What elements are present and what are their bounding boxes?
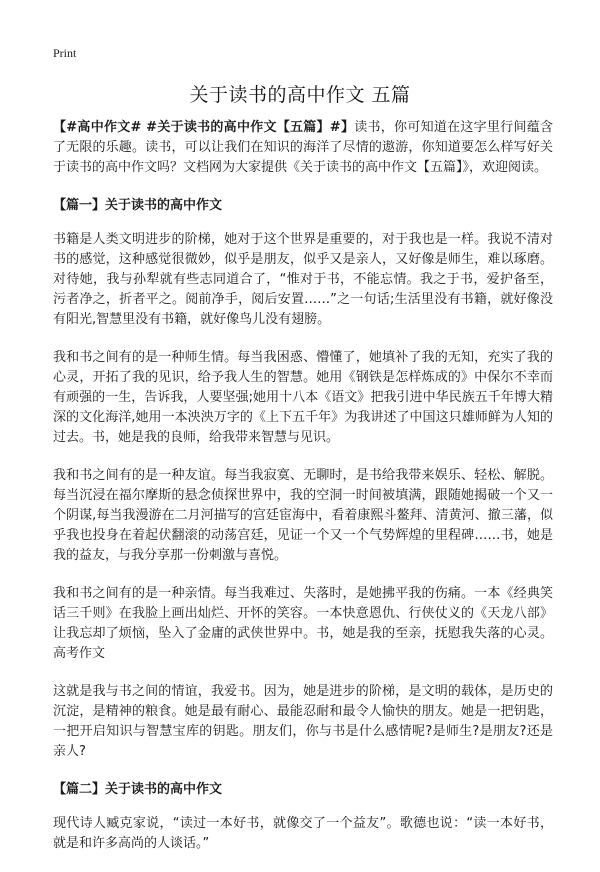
section-1-paragraph-2: 我和书之间有的是一种师生情。每当我困惑、懵懂了，她填补了我的无知，充实了我的心灵，开拓了我的见识，给予我人生的智慧。她用《钢铁是怎样炼成的》中保尔不幸而有顽强的一生，告诉我，人要坚强;她用十八本《语文》把我引进中华民族五千年博大精深的文化海洋,她用一本泱泱万字的《上下五千年》为我讲述了中国这只雄师鲜为人知的过去。书，她是我的良师，给我带来智慧与见识。 — [53, 350, 553, 445]
section-2-paragraph-1: 现代诗人臧克家说，“读过一本好书，就像交了一个益友”。歌德也说：“读一本好书，就是和许多高尚的人谈话。” — [53, 816, 553, 851]
article-body — [53, 118, 553, 872]
print-label[interactable]: Print — [53, 46, 77, 60]
section-1-paragraph-4: 我和书之间有的是一种亲情。每当我难过、失落时，是她拂平我的伤痛。一本《经典笑话三千则》在我脸上画出灿烂、开怀的笑容。一本快意恩仇、行侠仗义的《天龙八部》让我忘却了烦恼，坠入了金庸的武侠世界中。书，她是我的至亲，抚慰我失落的心灵。高考作文 — [53, 586, 553, 661]
section-1-paragraph-1: 书籍是人类文明进步的阶梯，她对于这个世界是重要的，对于我也是一样。我说不清对书的感觉，这种感觉很微妙，似乎是朋友，似乎又是亲人，又好像是师生，难以琢磨。对待她，我与孙犁就有些志同道合了，“惟对于书，不能忘情。我之于书，爱护备至，污者净之，折者平之。阅前净手，阅后安置……”之一句话;生活里没有书籍，就好像没有阳光,智慧里没有书籍，就好像鸟儿没有翅膀。 — [53, 232, 553, 327]
section-heading-1: 【篇一】关于读书的高中作文 — [53, 198, 223, 213]
section-1-paragraph-5: 这就是我与书之间的情谊，我爱书。因为，她是进步的阶梯，是文明的载体，是历史的沉淀，是精神的粮食。她是最有耐心、最能忍耐和最令人愉快的朋友。她是一把钥匙，一把开启知识与智慧宝库的钥匙。朋友们，你与书是什么感情呢?是师生?是朋友?还是亲人? — [53, 684, 553, 759]
section-heading-2: 【篇二】关于读书的高中作文 — [53, 782, 223, 797]
section-1-paragraph-3: 我和书之间有的是一种友谊。每当我寂寞、无聊时，是书给我带来娱乐、轻松、解脱。每当沉浸在福尔摩斯的悬念侦探世界中，我的空洞一时间被填满，跟随她揭破一个又一个阴谋,每当我漫游在二月河描写的宫廷宦海中，看着康熙斗鳌拜、清黄河、撤三藩，似乎我也投身在着起伏翻滚的动荡宫廷，见证一个又一个气势辉煌的里程碑……书，她是我的益友，与我分享那一份刺激与喜悦。 — [53, 468, 553, 563]
intro-tag: 【#高中作文# #关于读书的高中作文【五篇】#】 — [53, 120, 355, 135]
intro-text: 读书，你可知道在这字里行间蕴含了无限的乐趣。读书，可以让我们在知识的海洋了尽情的遨游，你知道要怎么样写好关于读书的高中作文吗？文档网为大家提供《关于读书的高中作文【五篇】》，欢迎阅读。 — [53, 120, 553, 175]
intro-paragraph — [53, 118, 553, 178]
page-title: 关于读书的高中作文 五篇 — [189, 84, 411, 106]
